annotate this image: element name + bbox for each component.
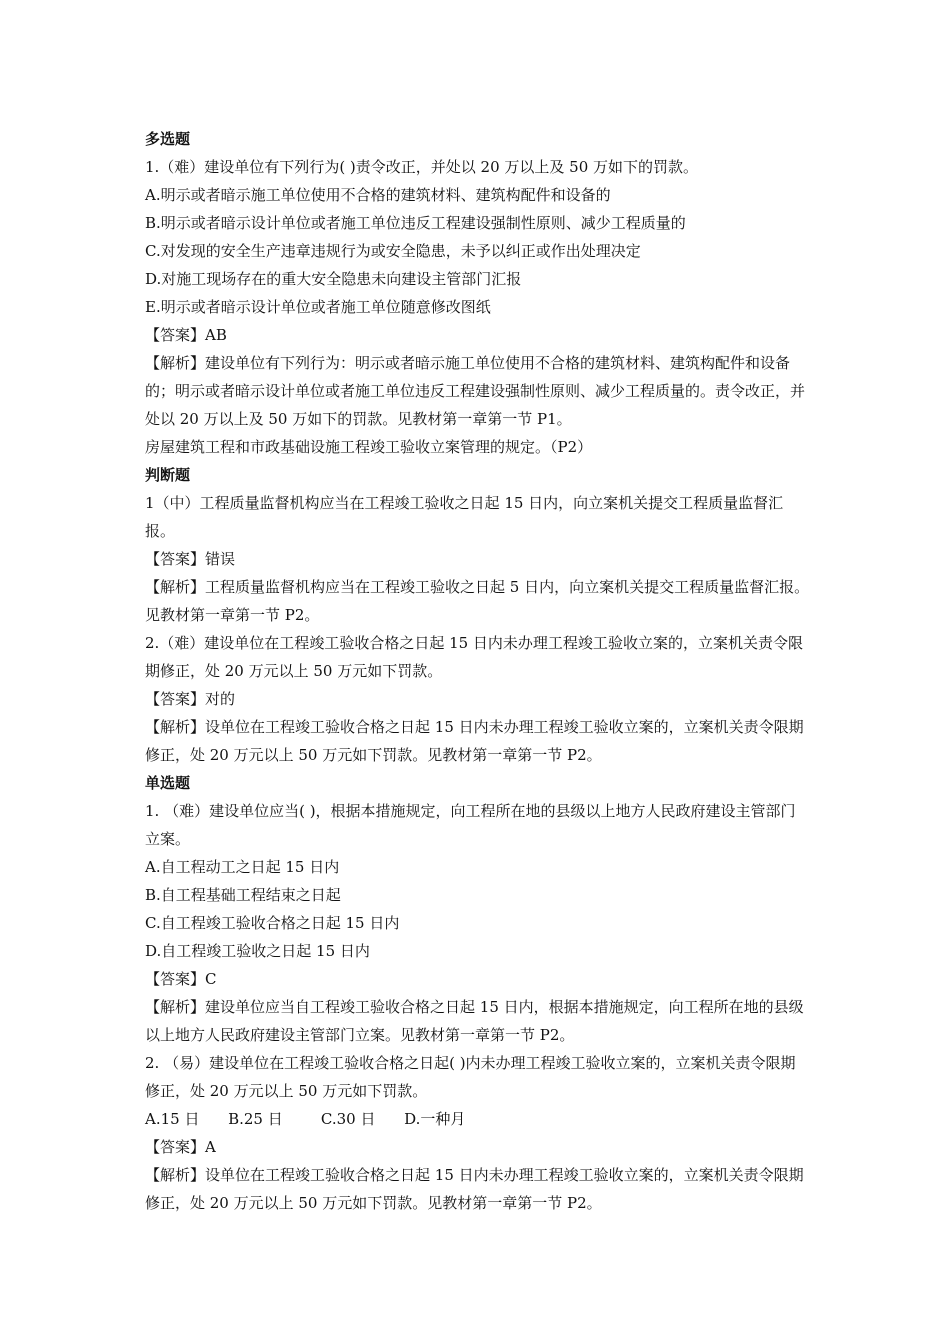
answer: 【答案】对的 — [145, 690, 236, 708]
option-b: B.自工程基础工程结束之日起 — [145, 886, 341, 904]
section-note: 房屋建筑工程和市政基础设施工程竣工验收立案管理的规定。（P2） — [145, 438, 593, 456]
section-heading-single-choice: 单选题 — [145, 774, 191, 792]
option-d: D.对施工现场存在的重大安全隐患未向建设主管部门汇报 — [145, 270, 522, 288]
question-stem: 1.（难）建设单位有下列行为( )责令改正，并处以 20 万以上及 50 万如下的罚款。 — [145, 158, 699, 176]
option-c: C.30 日 — [320, 1110, 376, 1128]
analysis: 【解析】设单位在工程竣工验收合格之日起 15 日内未办理工程竣工验收立案的，立案机关责令限期修正，处 20 万元以上 50 万元如下罚款。见教材第一章第一节 P2。 — [145, 1166, 804, 1212]
option-a: A.明示或者暗示施工单位使用不合格的建筑材料、建筑构配件和设备的 — [145, 186, 611, 204]
option-e: E.明示或者暗示设计单位或者施工单位随意修改图纸 — [145, 298, 491, 316]
option-b: B.25 日 — [228, 1110, 283, 1128]
option-a: A.15 日 — [145, 1110, 200, 1128]
analysis: 【解析】建设单位有下列行为：明示或者暗示施工单位使用不合格的建筑材料、建筑构配件和设备的；明示或者暗示设计单位或者施工单位违反工程建设强制性原则、减少工程质量的。责令改正，并处以 20 万以上及 50 万如下的罚款。见教材第一章第一节 P1。 — [145, 354, 806, 428]
question-stem: 1（中）工程质量监督机构应当在工程竣工验收之日起 15 日内，向立案机关提交工程质量监督汇报。 — [145, 494, 784, 540]
answer: 【答案】C — [145, 970, 217, 988]
answer: 【答案】A — [145, 1138, 216, 1156]
document-body — [145, 125, 810, 1217]
option-b: B.明示或者暗示设计单位或者施工单位违反工程建设强制性原则、减少工程质量的 — [145, 214, 686, 232]
option-a: A.自工程动工之日起 15 日内 — [145, 858, 340, 876]
inline-options — [145, 1105, 810, 1133]
section-heading-multiple-choice: 多选题 — [145, 130, 191, 148]
question-stem: 2. （易）建设单位在工程竣工验收合格之日起( )内未办理工程竣工验收立案的，立案机关责令限期修正，处 20 万元以上 50 万元如下罚款。 — [145, 1054, 796, 1100]
option-c: C.自工程竣工验收合格之日起 15 日内 — [145, 914, 400, 932]
answer: 【答案】AB — [145, 326, 227, 344]
question-stem: 1. （难）建设单位应当( )，根据本措施规定，向工程所在地的县级以上地方人民政府建设主管部门立案。 — [145, 802, 796, 848]
analysis: 【解析】建设单位应当自工程竣工验收合格之日起 15 日内，根据本措施规定，向工程所在地的县级以上地方人民政府建设主管部门立案。见教材第一章第一节 P2。 — [145, 998, 804, 1044]
answer: 【答案】错误 — [145, 550, 236, 568]
option-c: C.对发现的安全生产违章违规行为或安全隐患，未予以纠正或作出处理决定 — [145, 242, 641, 260]
section-heading-true-false: 判断题 — [145, 466, 191, 484]
analysis: 【解析】工程质量监督机构应当在工程竣工验收之日起 5 日内，向立案机关提交工程质量监督汇报。见教材第一章第一节 P2。 — [145, 578, 810, 624]
option-d: D.一种月 — [404, 1110, 466, 1128]
analysis: 【解析】设单位在工程竣工验收合格之日起 15 日内未办理工程竣工验收立案的，立案机关责令限期修正，处 20 万元以上 50 万元如下罚款。见教材第一章第一节 P2。 — [145, 718, 804, 764]
option-d: D.自工程竣工验收之日起 15 日内 — [145, 942, 370, 960]
question-stem: 2.（难）建设单位在工程竣工验收合格之日起 15 日内未办理工程竣工验收立案的，立案机关责令限期修正，处 20 万元以上 50 万元如下罚款。 — [145, 634, 803, 680]
